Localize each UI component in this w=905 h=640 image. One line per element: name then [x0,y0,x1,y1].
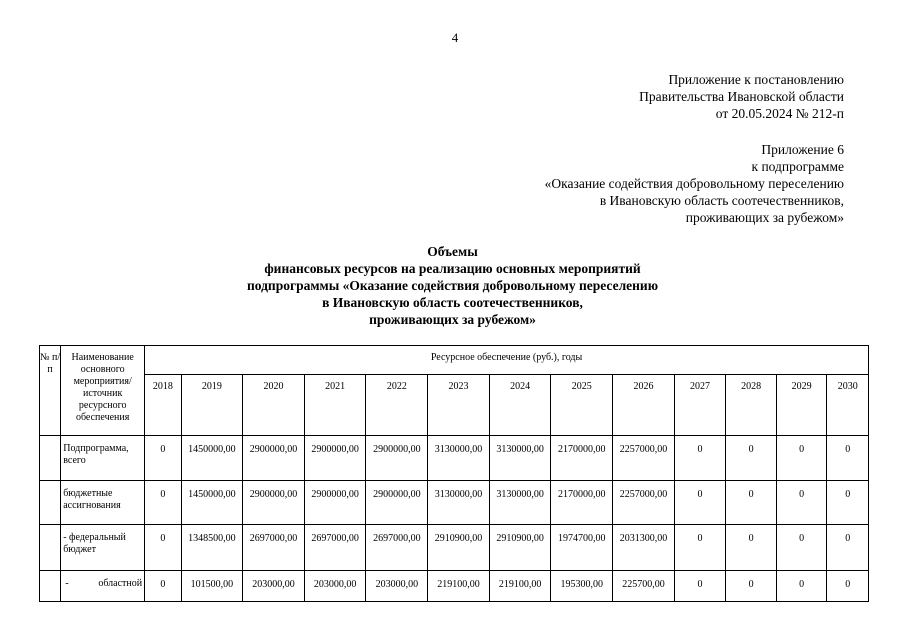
row-name [61,571,145,602]
table-row [40,481,869,525]
row-name [61,525,145,571]
row-name-text: бюджетные ассигнования [63,488,121,511]
cell-value: 195300,00 [551,571,613,602]
table-row [40,436,869,481]
header-resources: Ресурсное обеспечение (руб.), годы [145,346,869,375]
document-title [0,243,905,328]
cell-value: 2900000,00 [304,481,366,525]
cell-value: 1348500,00 [181,525,243,571]
row-name [61,481,145,525]
header-year: 2028 [726,375,777,436]
cell-value: 2031300,00 [613,525,675,571]
header-year: 2018 [145,375,181,436]
header-year: 2019 [181,375,243,436]
financial-resources-table [39,345,869,602]
cell-value: 0 [674,436,726,481]
cell-value: 225700,00 [613,571,675,602]
cell-value: 0 [145,436,181,481]
cell-value: 0 [145,525,181,571]
row-number [40,481,61,525]
cell-value: 0 [776,525,827,571]
cell-value: 3130000,00 [489,436,551,481]
appendix-header-subprogram [545,141,844,226]
cell-value: 2900000,00 [243,481,305,525]
cell-value: 219100,00 [428,571,490,602]
header-year: 2030 [827,375,869,436]
row-name-text: Подпрограмма, всего [63,443,129,466]
header-year: 2022 [366,375,428,436]
row-number [40,525,61,571]
cell-value: 1450000,00 [181,481,243,525]
row-number [40,571,61,602]
cell-value: 2900000,00 [304,436,366,481]
cell-value: 2697000,00 [366,525,428,571]
cell-value: 0 [726,571,777,602]
appendix-header-decree [639,71,844,122]
cell-value: 2910900,00 [428,525,490,571]
cell-value: 0 [674,571,726,602]
cell-value: 2257000,00 [613,481,675,525]
cell-value: 0 [726,436,777,481]
cell-value: 0 [145,481,181,525]
appendix-line: от 20.05.2024 № 212-п [715,106,844,121]
header-year: 2025 [551,375,613,436]
appendix-line: «Оказание содействия добровольному переселению [544,176,844,191]
appendix-line: проживающих за рубежом» [685,210,844,225]
header-year: 2024 [489,375,551,436]
cell-value: 203000,00 [304,571,366,602]
cell-value: 2910900,00 [489,525,551,571]
title-line: финансовых ресурсов на реализацию основных мероприятий [264,261,641,276]
cell-value: 2697000,00 [243,525,305,571]
cell-value: 0 [776,571,827,602]
cell-value: 2170000,00 [551,436,613,481]
cell-value: 3130000,00 [489,481,551,525]
row-name-text: - федеральный бюджет [63,532,126,555]
cell-value: 219100,00 [489,571,551,602]
cell-value: 101500,00 [181,571,243,602]
cell-value: 3130000,00 [428,436,490,481]
appendix-line: Приложение 6 [761,142,844,157]
cell-value: 1974700,00 [551,525,613,571]
row-number [40,436,61,481]
cell-value: 0 [726,481,777,525]
header-name: Наименование основного мероприятия/ источник ресурсного обеспечения [61,346,145,436]
title-line: подпрограммы «Оказание содействия добровольному переселению [246,278,659,293]
cell-value: 0 [827,571,869,602]
cell-value: 0 [726,525,777,571]
page-number: 4 [451,30,459,45]
header-year: 2026 [613,375,675,436]
cell-value: 1450000,00 [181,436,243,481]
table-row [40,571,869,602]
header-year: 2021 [304,375,366,436]
cell-value: 2257000,00 [613,436,675,481]
cell-value: 2697000,00 [304,525,366,571]
cell-value: 0 [145,571,181,602]
cell-value: 2900000,00 [243,436,305,481]
header-year: 2023 [428,375,490,436]
title-line: Объемы [427,244,478,259]
cell-value: 0 [776,436,827,481]
cell-value: 203000,00 [243,571,305,602]
cell-value: 2900000,00 [366,481,428,525]
appendix-line: в Ивановскую область соотечественников, [599,193,844,208]
cell-value: 3130000,00 [428,481,490,525]
cell-value: 0 [827,436,869,481]
cell-value: 0 [776,481,827,525]
cell-value: 203000,00 [366,571,428,602]
cell-value: 0 [674,525,726,571]
appendix-line: к подпрограмме [751,159,844,174]
title-line: проживающих за рубежом» [369,312,536,327]
appendix-line: Приложение к постановлению [668,72,844,87]
table-row [40,525,869,571]
cell-value: 0 [827,481,869,525]
header-year: 2027 [674,375,726,436]
header-year: 2020 [243,375,305,436]
title-line: в Ивановскую область соотечественников, [322,295,583,310]
cell-value: 0 [674,481,726,525]
header-year: 2029 [776,375,827,436]
row-name [61,436,145,481]
cell-value: 2900000,00 [366,436,428,481]
appendix-line: Правительства Ивановской области [639,89,844,104]
cell-value: 0 [827,525,869,571]
row-name-text: областной [98,578,143,589]
header-number: № п/п [40,346,61,436]
row-dash: - [65,578,69,589]
cell-value: 2170000,00 [551,481,613,525]
